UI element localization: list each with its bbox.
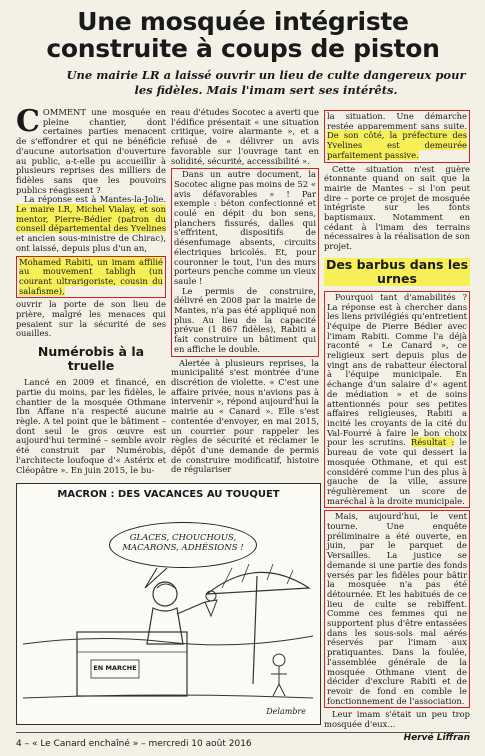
- subhead-barbus: Des barbus dans les urnes: [325, 256, 469, 286]
- author-byline: Hervé Liffran: [403, 732, 470, 743]
- col3-paragraph-2: Cette situation n'est guère étonnante quand on sait que la mairie de Mantes – si l'on peut dire – porte ce projet de mosquée intégriste sur les fonts baptismaux. Notamment en cédant à l'imam des terrains nécessaires à la réalisation de son projet.: [324, 163, 470, 252]
- col3-paragraph-4: Mais, aujourd'hui, le vent tourne. Une enquête préliminaire a été ouverte, en juin, par le parquet de Versailles. La justice se demande si une partie des fonds versés par les fidèles pour bâtir la mosquée n'a pas été détournée. Et les habitués de ce lieu de culte se rebiffent. Comme ces femmes qui ne supportent plus d'être entassées dans les sous-sols mal aérés réservés par l'imam aux pratiquantes. Dans la foulée, l'assemblée générale de la mosquée Othmane vient de décider d'exclure Rabiti et de revoir de fond en comble le fonctionnement de l'association.: [327, 511, 467, 706]
- redbox-socotec: [171, 168, 319, 356]
- cartoon-drawing: [17, 484, 320, 724]
- col1-paragraph-2c: et ancien sous-ministre de Chirac), ont laissé, depuis plus d'un an,: [16, 233, 166, 253]
- footer-rule: [16, 732, 470, 733]
- highlight-resultat: Résultat :: [410, 437, 455, 448]
- redbox-enquete: [324, 510, 470, 708]
- redbox-prefecture: [324, 110, 470, 163]
- col1-paragraph-1: OMMENT une mosquée en pleine chantier, dont certaines parties menacent de s'effondrer et qui ne bénéficie d'aucune autorisation d'ouverture au public, a-t-elle pu accueillir à plusieurs reprises des milliers de fidèles sans que les pouvoirs publics réagissent ?: [16, 107, 166, 195]
- highlight-mayor: Le maire LR, Michel Vialay, et son mentor, Pierre-Bédier (patron du conseil départemental des Yvelines: [16, 204, 166, 234]
- highlight-imam: Mohamed Rabiti, un imam affilié au mouvement tabligh (un courant ultrarigoriste, cousin du salafisme),: [19, 256, 163, 296]
- col3-paragraph-1a: la situation. Une démarche restée apparemment sans suite.: [327, 111, 467, 131]
- col2-paragraph-3: Le permis de construire, délivré en 2008 par la mairie de Mantes, n'a pas été appliqué non plus. Au lieu de la capacité prévue (1 867 fidèles), Rabiti a fait construire un bâtiment qui en affiche le double.: [174, 285, 316, 354]
- col3-paragraph-3: Pourquoi tant d'amabilités ? La réponse est à chercher dans les liens privilégiés qu'entretient l'équipe de Pierre Bédier avec l'imam Rabiti. Comme l'a déjà raconté « Le Canard », ce religieux sert depuis plus de vingt ans de rabatteur électoral à l'équipe municipale. En échange d'un salaire d'« agent de médiation » et de soins attentionnés pour ses petites affaires religieuses, Rabiti a incité les croyants de la cité du Val-Fourré à faire le bon choix pour les scrutins.: [327, 291, 467, 448]
- column-3: [324, 108, 470, 743]
- highlight-prefecture: De son côté, la préfecture des Yvelines est demeurée parfaitement passive.: [327, 130, 467, 160]
- article-title: Une mosquée intégriste construite à coups de piston: [46, 7, 440, 63]
- column-2: [171, 108, 319, 475]
- col1-paragraph-3: Lancé en 2009 et financé, en partie du moins, par les fidèles, le chantier de la mosquée Othmane Ibn Affane n'a respecté aucune règle. A tel point que le bâtiment – dont seul le gros œuvre est aujourd'hui terminé – semble avoir été construit par Numérobis, l'architecte loufoque d'« Astérix et Cléopâtre ». En juin 2015, le bu-: [16, 377, 166, 475]
- col3-paragraph-5: Leur imam s'était un peu trop mosquée d'eux...: [324, 709, 470, 730]
- cartoon-title: MACRON : DES VACANCES AU TOUQUET: [57, 489, 280, 500]
- col2-paragraph-4: Alertée à plusieurs reprises, la municipalité s'est montrée d'une discrétion de violette. « C'est une affaire privée, nous n'avions pas à intervenir », répond aujourd'hui la mairie au « Canard ». Elle s'est contentée d'envoyer, en mai 2015, un courrier pour rappeler les règles de sécurité et réclamer le dépôt d'une demande de permis de construire modificatif, histoire de régulariser: [171, 357, 319, 475]
- col1-paragraph-2a: La réponse est à Mantes-la-Jolie.: [24, 194, 166, 205]
- redbox-rabatteur: [324, 291, 470, 508]
- stand-sign: EN MARCHE: [93, 664, 137, 672]
- column-1: [16, 104, 166, 475]
- col2-paragraph-2: Dans un autre document, la Socotec aligne pas moins de 52 « avis défavorables » ! Par exemple : béton confectionné et coulé en dépit du bon sens, planchers fissurés, dalles qui s'effritent, dispositifs de désenfumage absents, circuits électriques bricolés. Et, pour couronner le tout, l'un des murs porteurs penche comme un vieux saule !: [174, 169, 316, 286]
- speech-bubble: GLACES, CHOUCHOUS, MACARONS, ADHÉSIONS !: [109, 522, 257, 568]
- article-standfirst: Une mairie LR a laissé ouvrir un lieu de culte dangereux pour les fidèles. Mais l'imam sert ses intérêts.: [66, 68, 466, 97]
- cartoon: [16, 483, 321, 725]
- col2-paragraph-1: reau d'études Socotec a averti que l'édifice présentait « une situation critique, voire alarmante », et a refusé de « délivrer un avis favorable sur l'ouvrage tant en solidité, sécurité, accessibilité ».: [171, 107, 319, 166]
- subhead-numerobis: Numérobis à la truelle: [37, 344, 145, 374]
- col3-paragraph-3c: le bureau de vote qui dessert la mosquée Othmane, et qui est considéré comme l'un des plus à gauche de la ville, assure régulièrement un score de maréchal à la droite municipale.: [327, 437, 468, 506]
- cartoon-signature: Delambre: [266, 707, 306, 716]
- col1-paragraph-2e: ouvrir la porte de son lieu de prière, malgré les menaces qui pesaient sur la sécurité de ses ouailles.: [16, 299, 166, 339]
- page-footer: 4 – « Le Canard enchaîné » – mercredi 10 août 2016: [16, 739, 252, 749]
- redbox-imam: [16, 256, 166, 299]
- dropcap: C: [16, 104, 40, 139]
